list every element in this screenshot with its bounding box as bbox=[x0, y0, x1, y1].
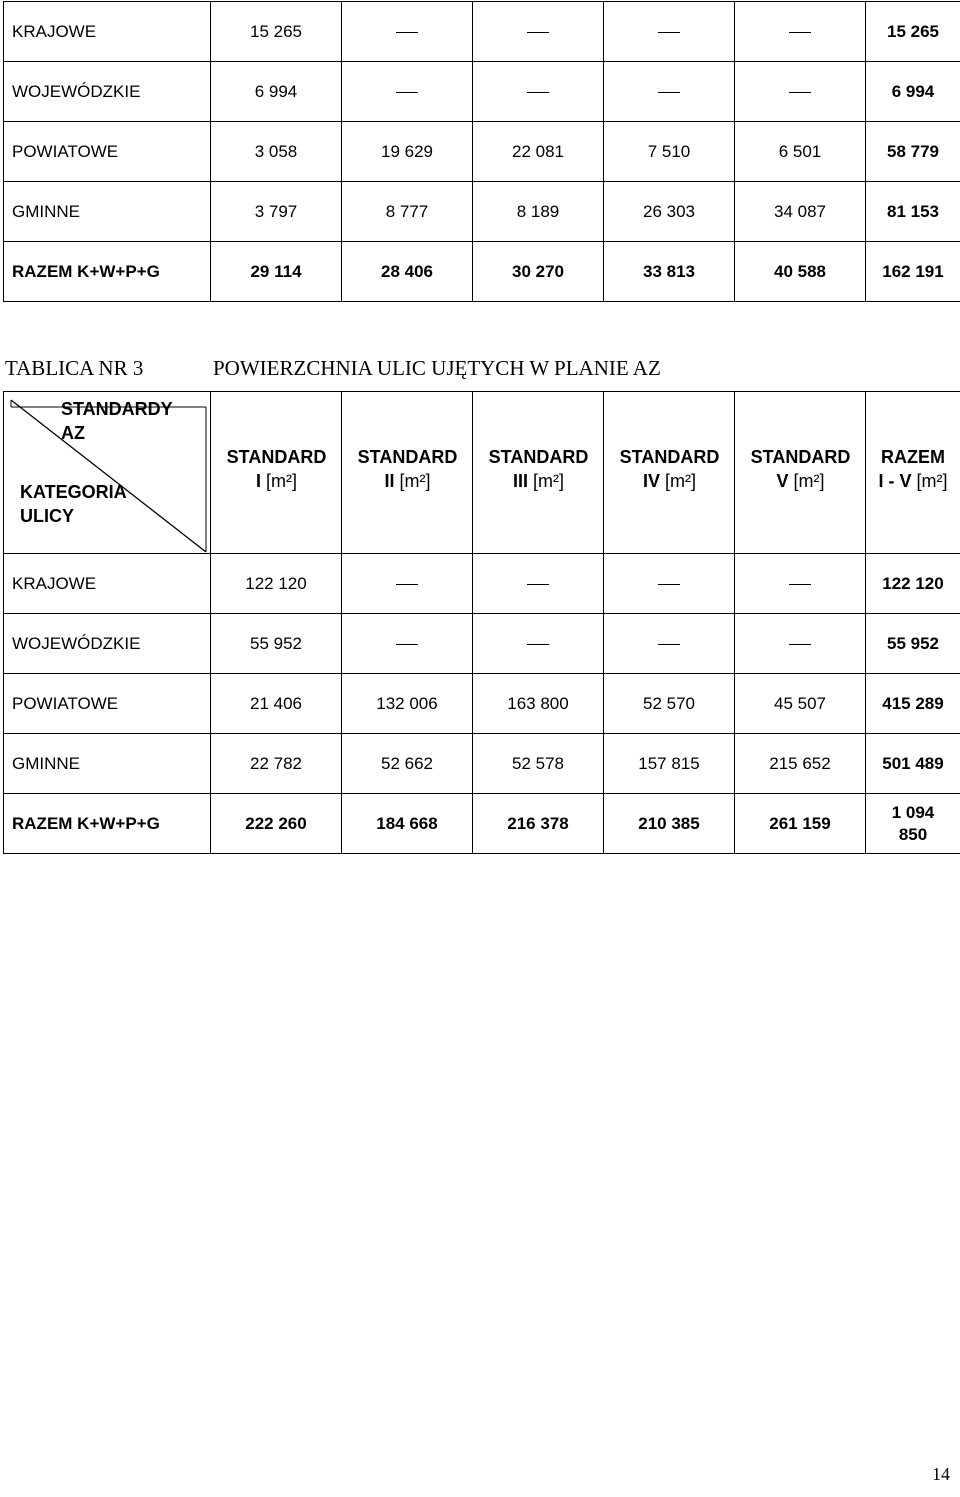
total-cell: 501 489 bbox=[866, 734, 960, 794]
table-bottom-body bbox=[4, 554, 960, 854]
empty-dash-cell bbox=[604, 2, 735, 62]
empty-dash-cell bbox=[473, 2, 604, 62]
value-cell: 19 629 bbox=[342, 122, 473, 182]
value-cell: 21 406 bbox=[211, 674, 342, 734]
empty-dash-cell bbox=[473, 62, 604, 122]
table-top-body bbox=[4, 2, 960, 302]
value-cell: 29 114 bbox=[211, 242, 342, 302]
empty-dash-cell bbox=[735, 2, 866, 62]
value-cell: 261 159 bbox=[735, 794, 866, 854]
table-top bbox=[3, 1, 960, 302]
value-cell: 122 120 bbox=[211, 554, 342, 614]
dash-icon bbox=[658, 92, 680, 93]
value-cell: 8 777 bbox=[342, 182, 473, 242]
value-cell: 157 815 bbox=[604, 734, 735, 794]
page-number: 14 bbox=[932, 1464, 950, 1484]
total-cell: 1 094 850 bbox=[866, 794, 960, 854]
dash-icon bbox=[658, 584, 680, 585]
dash-icon bbox=[396, 92, 418, 93]
header-standard-3 bbox=[472, 391, 604, 553]
table-row bbox=[4, 122, 960, 182]
value-cell: 40 588 bbox=[735, 242, 866, 302]
value-cell: 33 813 bbox=[604, 242, 735, 302]
value-cell: 163 800 bbox=[473, 674, 604, 734]
table-row bbox=[4, 734, 960, 794]
dash-icon bbox=[527, 644, 549, 645]
dash-icon bbox=[396, 584, 418, 585]
total-cell: 415 289 bbox=[866, 674, 960, 734]
value-cell: 34 087 bbox=[735, 182, 866, 242]
value-cell: 184 668 bbox=[342, 794, 473, 854]
value-cell: 8 189 bbox=[473, 182, 604, 242]
total-cell: 162 191 bbox=[866, 242, 960, 302]
header-total bbox=[865, 391, 960, 553]
header-standard-2-title: STANDARD bbox=[357, 447, 458, 467]
table-row bbox=[4, 2, 960, 62]
value-cell: 22 081 bbox=[473, 122, 604, 182]
row-category: GMINNE bbox=[4, 182, 211, 242]
total-cell: 81 153 bbox=[866, 182, 960, 242]
value-cell: 15 265 bbox=[211, 2, 342, 62]
corner-category-label bbox=[20, 480, 127, 528]
empty-dash-cell bbox=[604, 62, 735, 122]
table-row bbox=[4, 614, 960, 674]
corner-standards-label: STANDARDY AZ bbox=[61, 399, 173, 443]
corner-category-line1: KATEGORIA bbox=[20, 482, 127, 502]
empty-dash-cell bbox=[473, 554, 604, 614]
empty-dash-cell bbox=[342, 614, 473, 674]
value-cell: 6 994 bbox=[211, 62, 342, 122]
header-standard-1-roman: I bbox=[255, 471, 261, 491]
table-header bbox=[3, 391, 960, 553]
header-standard-1 bbox=[210, 391, 342, 553]
total-cell: 58 779 bbox=[866, 122, 960, 182]
table-bottom bbox=[3, 553, 960, 854]
empty-dash-cell bbox=[342, 2, 473, 62]
total-cell: 6 994 bbox=[866, 62, 960, 122]
header-standard-5-roman: V bbox=[776, 471, 789, 491]
dash-icon bbox=[527, 584, 549, 585]
table-caption-label: TABLICA NR 3 bbox=[5, 356, 144, 380]
table-row bbox=[4, 554, 960, 614]
header-standard-3-title: STANDARD bbox=[488, 447, 589, 467]
dash-icon bbox=[396, 644, 418, 645]
row-category: GMINNE bbox=[4, 734, 211, 794]
empty-dash-cell bbox=[604, 614, 735, 674]
value-cell: 222 260 bbox=[211, 794, 342, 854]
corner-header-cell bbox=[3, 391, 210, 553]
header-standard-5-title: STANDARD bbox=[750, 447, 851, 467]
dash-icon bbox=[658, 644, 680, 645]
value-cell: 45 507 bbox=[735, 674, 866, 734]
table-row bbox=[4, 242, 960, 302]
table-row bbox=[4, 62, 960, 122]
empty-dash-cell bbox=[604, 554, 735, 614]
empty-dash-cell bbox=[735, 554, 866, 614]
header-standard-2-unit: [m²] bbox=[399, 471, 431, 491]
header-standard-1-title: STANDARD bbox=[226, 447, 327, 467]
dash-icon bbox=[527, 92, 549, 93]
table-row bbox=[4, 674, 960, 734]
row-category: KRAJOWE bbox=[4, 2, 211, 62]
table-row bbox=[4, 794, 960, 854]
dash-icon bbox=[789, 32, 811, 33]
row-category: WOJEWÓDZKIE bbox=[4, 62, 211, 122]
header-standard-4 bbox=[603, 391, 735, 553]
header-standard-4-unit: [m²] bbox=[665, 471, 697, 491]
table-caption-title: POWIERZCHNIA ULIC UJĘTYCH W PLANIE AZ bbox=[213, 356, 661, 380]
empty-dash-cell bbox=[342, 554, 473, 614]
corner-category-line2: ULICY bbox=[20, 506, 74, 526]
header-standard-3-unit: [m²] bbox=[533, 471, 565, 491]
empty-dash-cell bbox=[735, 62, 866, 122]
header-total-title: RAZEM bbox=[881, 447, 945, 467]
dash-icon bbox=[658, 32, 680, 33]
total-cell: 55 952 bbox=[866, 614, 960, 674]
row-category: POWIATOWE bbox=[4, 122, 211, 182]
value-cell: 30 270 bbox=[473, 242, 604, 302]
value-cell: 52 570 bbox=[604, 674, 735, 734]
value-cell: 215 652 bbox=[735, 734, 866, 794]
value-cell: 132 006 bbox=[342, 674, 473, 734]
row-category: RAZEM K+W+P+G bbox=[4, 794, 211, 854]
value-cell: 216 378 bbox=[473, 794, 604, 854]
header-standard-4-roman: IV bbox=[642, 471, 660, 491]
value-cell: 28 406 bbox=[342, 242, 473, 302]
empty-dash-cell bbox=[735, 614, 866, 674]
value-cell: 22 782 bbox=[211, 734, 342, 794]
value-cell: 210 385 bbox=[604, 794, 735, 854]
header-standard-2-roman: II bbox=[384, 471, 395, 491]
header-standard-1-unit: [m²] bbox=[266, 471, 298, 491]
table-row bbox=[4, 182, 960, 242]
row-category: POWIATOWE bbox=[4, 674, 211, 734]
header-standard-3-roman: III bbox=[512, 471, 528, 491]
total-cell: 15 265 bbox=[866, 2, 960, 62]
header-total-unit: [m²] bbox=[916, 471, 948, 491]
header-standard-5 bbox=[734, 391, 866, 553]
dash-icon bbox=[527, 32, 549, 33]
value-cell: 52 578 bbox=[473, 734, 604, 794]
dash-icon bbox=[396, 32, 418, 33]
value-cell: 6 501 bbox=[735, 122, 866, 182]
header-total-range: I - V bbox=[878, 471, 912, 491]
empty-dash-cell bbox=[342, 62, 473, 122]
value-cell: 3 797 bbox=[211, 182, 342, 242]
row-category: KRAJOWE bbox=[4, 554, 211, 614]
row-category: RAZEM K+W+P+G bbox=[4, 242, 211, 302]
empty-dash-cell bbox=[473, 614, 604, 674]
value-cell: 26 303 bbox=[604, 182, 735, 242]
value-cell: 55 952 bbox=[211, 614, 342, 674]
header-standard-2 bbox=[341, 391, 473, 553]
dash-icon bbox=[789, 92, 811, 93]
dash-icon bbox=[789, 644, 811, 645]
value-cell: 52 662 bbox=[342, 734, 473, 794]
dash-icon bbox=[789, 584, 811, 585]
total-cell: 122 120 bbox=[866, 554, 960, 614]
header-standard-5-unit: [m²] bbox=[793, 471, 825, 491]
value-cell: 3 058 bbox=[211, 122, 342, 182]
value-cell: 7 510 bbox=[604, 122, 735, 182]
header-standard-4-title: STANDARD bbox=[619, 447, 720, 467]
row-category: WOJEWÓDZKIE bbox=[4, 614, 211, 674]
